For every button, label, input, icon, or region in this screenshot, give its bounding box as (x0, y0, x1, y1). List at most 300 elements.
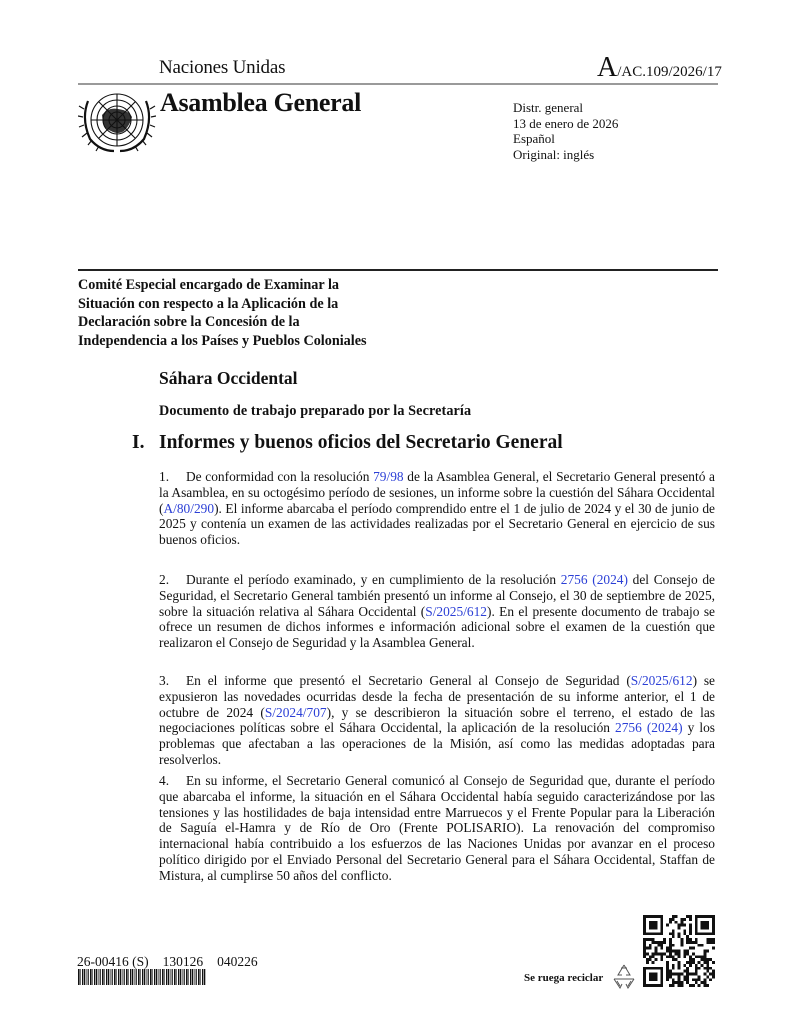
qr-module (666, 973, 669, 976)
qr-module (672, 932, 675, 935)
job-number: 26-00416 (S) (77, 954, 149, 969)
paragraph-text: ), y se describieron la situación sobre el terreno, el estado de las negociaciones políticas sobre el Sáhara Occidental, la aplicación de la resolución (159, 704, 715, 736)
qr-module (706, 941, 709, 944)
qr-module (680, 921, 683, 924)
qr-module (686, 938, 689, 941)
qr-module (709, 967, 712, 970)
barcode-bar (148, 969, 149, 985)
qr-module (698, 944, 701, 947)
barcode-bar (188, 969, 189, 985)
barcode-bar (87, 969, 88, 985)
paragraph-text: ) se expusieron las novedades ocurridas desde la fecha de presentación de su informe anterior, el 1 de octubre de 2024 ( (159, 673, 716, 720)
qr-module (695, 955, 698, 958)
qr-module (660, 958, 663, 961)
symbol-prefix: A (597, 52, 618, 83)
qr-module (692, 961, 695, 964)
qr-module (683, 978, 686, 981)
qr-module (660, 952, 663, 955)
qr-module (663, 952, 666, 955)
qr-module (669, 932, 672, 935)
qr-module (706, 967, 709, 970)
qr-module (689, 924, 692, 927)
qr-module (678, 955, 681, 958)
qr-module (698, 984, 701, 987)
qr-module (680, 924, 683, 927)
qr-module (683, 950, 686, 953)
qr-module (695, 981, 698, 984)
qr-module (643, 952, 646, 955)
barcode-bar (184, 969, 185, 985)
qr-module (692, 978, 695, 981)
qr-module (698, 961, 701, 964)
paragraph-text: y los problemas que afectaban a las operaciones de la Misión, así como las medidas adoptadas para resolverlos. (159, 720, 715, 767)
qr-module (669, 947, 672, 950)
qr-module (666, 967, 669, 970)
barcode-bar (168, 969, 170, 985)
document-subtitle: Documento de trabajo preparado por la Secretaría (159, 403, 472, 419)
qr-module (672, 918, 675, 921)
qr-module (672, 915, 675, 918)
qr-module (701, 964, 704, 967)
qr-module (686, 973, 689, 976)
symbol-rest: /AC.109/2026/17 (617, 64, 722, 80)
qr-module (666, 964, 669, 967)
barcode-bar (112, 969, 113, 985)
distribution-type: Distr. general (513, 100, 584, 115)
qr-module (712, 973, 715, 976)
qr-module (683, 932, 686, 935)
qr-module (686, 915, 689, 918)
document-date: 13 de enero de 2026 (513, 115, 619, 131)
qr-module (683, 929, 686, 932)
qr-module (675, 915, 678, 918)
qr-module (689, 938, 692, 941)
document-link[interactable]: A/80/290 (163, 500, 215, 516)
qr-module (709, 978, 712, 981)
qr-module (680, 981, 683, 984)
barcode-bar (154, 969, 155, 985)
qr-module (703, 984, 706, 987)
qr-module (675, 950, 678, 953)
qr-module (706, 975, 709, 978)
qr-module (686, 970, 689, 973)
qr-module (712, 961, 715, 964)
qr-module (695, 973, 698, 976)
barcode-bar (196, 969, 197, 985)
qr-module (686, 941, 689, 944)
committee-name (78, 276, 478, 350)
qr-module (703, 955, 706, 958)
qr-module (675, 921, 678, 924)
qr-module (652, 961, 655, 964)
barcode-bar (130, 969, 131, 985)
qr-module (649, 944, 652, 947)
barcode-bar (142, 969, 143, 985)
qr-module (683, 918, 686, 921)
barcode-bar (178, 969, 179, 985)
qr-module (709, 973, 712, 976)
qr-module (692, 958, 695, 961)
qr-module (669, 955, 672, 958)
qr-module (678, 967, 681, 970)
barcode-bar (160, 969, 161, 985)
barcode-bar (92, 969, 93, 985)
qr-module (657, 944, 660, 947)
qr-module (655, 950, 658, 953)
barcode-bar (99, 969, 100, 985)
document-link[interactable]: 79/98 (373, 469, 404, 484)
document-link[interactable]: S/2024/707 (264, 704, 327, 720)
qr-module (669, 944, 672, 947)
qr-module (706, 964, 709, 967)
paragraph (159, 773, 715, 884)
qr-module (706, 950, 709, 953)
barcode-bar (176, 969, 177, 985)
barcode-bar (102, 969, 104, 985)
qr-module (655, 947, 658, 950)
barcode-icon (78, 969, 208, 985)
qr-module (689, 961, 692, 964)
document-symbol (597, 52, 722, 84)
barcode-bar (192, 969, 194, 985)
qr-module (698, 967, 701, 970)
document-link[interactable]: 2756 (2024) (615, 720, 683, 736)
qr-module (703, 958, 706, 961)
paragraph-text: En el informe que presentó el Secretario General al Consejo de Seguridad ( (186, 673, 631, 688)
barcode-bar (156, 969, 158, 985)
qr-module (709, 938, 712, 941)
qr-module (672, 984, 675, 987)
qr-module (695, 964, 698, 967)
document-link[interactable]: S/2025/612 (425, 603, 488, 619)
barcode-bar (190, 969, 191, 985)
qr-module (698, 955, 701, 958)
qr-module (698, 978, 701, 981)
qr-module (701, 981, 704, 984)
qr-module (695, 978, 698, 981)
barcode-bar (126, 969, 128, 985)
qr-module (703, 952, 706, 955)
qr-module (672, 944, 675, 947)
qr-module (680, 944, 683, 947)
qr-module (680, 941, 683, 944)
barcode-bar (162, 969, 164, 985)
qr-module (678, 981, 681, 984)
paragraph-text: ). En el presente documento de trabajo se ofrece un resumen de dichos informes e información adicional sobre el examen de la cuestión que realizaron el Consejo de Seguridad y la Asamblea General. (159, 603, 715, 651)
barcode-bar (128, 969, 129, 985)
qr-module (706, 938, 709, 941)
paragraph-text: ). El informe abarcaba el período comprendido entre el 1 de julio de 2024 y el 30 de junio de 2025 y contenía un examen de las actividades realizadas por el Secretario General en ejercicio de sus buenos oficios. (159, 500, 715, 548)
qr-module (712, 947, 715, 950)
barcode-bar (114, 969, 116, 985)
document-link[interactable]: S/2025/612 (630, 673, 693, 688)
barcode-bar (186, 969, 188, 985)
qr-module (689, 915, 692, 918)
paragraph (159, 572, 715, 651)
qr-module (660, 955, 663, 958)
recycle-text: Se ruega reciclar (524, 972, 604, 984)
qr-module (672, 935, 675, 938)
qr-module (689, 947, 692, 950)
qr-module (649, 947, 652, 950)
qr-module (678, 984, 681, 987)
committee-rule (78, 269, 718, 271)
qr-module (712, 970, 715, 973)
qr-module (669, 921, 672, 924)
barcode-bar (159, 969, 160, 985)
qr-module (678, 975, 681, 978)
qr-module (666, 975, 669, 978)
qr-module (689, 958, 692, 961)
qr-module (703, 961, 706, 964)
committee-line: Comité Especial encargado de Examinar la (78, 277, 340, 293)
qr-module (678, 952, 681, 955)
qr-module (652, 938, 655, 941)
qr-module (675, 952, 678, 955)
qr-module (643, 944, 646, 947)
qr-module (680, 938, 683, 941)
qr-module (683, 970, 686, 973)
qr-module (646, 938, 649, 941)
qr-module (692, 952, 695, 955)
qr-module (669, 918, 672, 921)
qr-module (680, 973, 683, 976)
qr-module (649, 955, 652, 958)
qr-module (672, 958, 675, 961)
committee-line: Situación con respecto a la Aplicación de la (78, 295, 339, 312)
barcode-bar (198, 969, 200, 985)
qr-module (703, 973, 706, 976)
barcode-bar (116, 969, 117, 985)
header-rule (78, 83, 718, 85)
qr-module (678, 924, 681, 927)
date-code-1: 130126 (162, 954, 204, 969)
qr-module (686, 950, 689, 953)
qr-module (692, 984, 695, 987)
qr-module (683, 952, 686, 955)
qr-module (689, 973, 692, 976)
qr-module (649, 958, 652, 961)
qr-module (649, 921, 658, 930)
qr-module (666, 970, 669, 973)
qr-module (706, 970, 709, 973)
qr-module (695, 938, 698, 941)
qr-module (689, 955, 692, 958)
paragraph-number: 2. (159, 572, 170, 587)
barcode-bar (202, 969, 203, 985)
qr-module (689, 918, 692, 921)
qr-module (680, 984, 683, 987)
qr-module (680, 918, 683, 921)
qr-module (692, 973, 695, 976)
qr-module (675, 973, 678, 976)
committee-line: Independencia a los Países y Pueblos Coloniales (78, 332, 367, 349)
barcode-bar (84, 969, 86, 985)
barcode-bar (104, 969, 105, 985)
qr-module (686, 935, 689, 938)
qr-module (678, 964, 681, 967)
qr-module (692, 941, 695, 944)
qr-module (678, 961, 681, 964)
qr-module (689, 929, 692, 932)
job-number-line (77, 954, 272, 970)
barcode-bar (144, 969, 146, 985)
qr-module (663, 941, 666, 944)
paragraph (159, 469, 715, 548)
qr-code-icon (643, 915, 715, 987)
qr-module (669, 938, 672, 941)
qr-module (666, 947, 669, 950)
barcode-bar (132, 969, 134, 985)
barcode-bar (78, 969, 80, 985)
qr-module (686, 981, 689, 984)
barcode-bar (88, 969, 89, 985)
qr-module (669, 970, 672, 973)
qr-module (678, 973, 681, 976)
qr-module (695, 941, 698, 944)
barcode-bar (94, 969, 95, 985)
qr-module (652, 955, 655, 958)
qr-module (701, 958, 704, 961)
qr-module (652, 952, 655, 955)
qr-module (706, 958, 709, 961)
barcode-bar (138, 969, 140, 985)
qr-module (698, 975, 701, 978)
barcode-bar (96, 969, 98, 985)
paragraph-number: 4. (159, 773, 170, 788)
qr-module (686, 952, 689, 955)
barcode-bar (147, 969, 148, 985)
section-number: I. (132, 432, 145, 453)
barcode-bar (108, 969, 110, 985)
qr-module (689, 984, 692, 987)
barcode-bar (136, 969, 137, 985)
qr-module (695, 967, 698, 970)
qr-module (701, 955, 704, 958)
qr-module (666, 961, 669, 964)
qr-module (672, 955, 675, 958)
qr-module (683, 975, 686, 978)
qr-module (660, 944, 663, 947)
qr-module (703, 978, 706, 981)
barcode-bar (150, 969, 152, 985)
qr-module (646, 952, 649, 955)
qr-module (657, 952, 660, 955)
qr-module (666, 955, 669, 958)
qr-module (683, 955, 686, 958)
qr-module (689, 941, 692, 944)
qr-module (689, 932, 692, 935)
qr-module (703, 967, 706, 970)
qr-module (683, 964, 686, 967)
paragraph-text: del Consejo de Seguridad, el Secretario General también presentó un informe al Consejo, el 30 de septiembre de 2025, sobre la situación relativa al Sáhara Occidental ( (159, 572, 715, 619)
qr-module (689, 927, 692, 930)
qr-module (655, 958, 658, 961)
qr-module (712, 941, 715, 944)
qr-module (669, 973, 672, 976)
qr-module (649, 973, 658, 982)
section-heading (132, 432, 563, 454)
barcode-bar (80, 969, 81, 985)
qr-module (709, 958, 712, 961)
qr-module (686, 978, 689, 981)
barcode-bar (152, 969, 153, 985)
qr-module (678, 978, 681, 981)
barcode-bar (82, 969, 83, 985)
qr-module (692, 947, 695, 950)
qr-module (678, 935, 681, 938)
barcode-bar (183, 969, 184, 985)
barcode-bar (164, 969, 165, 985)
qr-module (646, 947, 649, 950)
paragraph-number: 1. (159, 469, 170, 484)
date-code-2: 040226 (217, 954, 258, 969)
qr-module (666, 924, 669, 927)
barcode-bar (135, 969, 136, 985)
qr-module (646, 958, 649, 961)
qr-module (675, 958, 678, 961)
barcode-bar (140, 969, 141, 985)
paragraph-text: Durante el período examinado, y en cumplimiento de la resolución (186, 572, 561, 587)
barcode-bar (174, 969, 176, 985)
un-emblem-icon (78, 89, 156, 155)
paragraph-text: de la Asamblea General, el Secretario General presentó a la Asamblea, en su octogésimo período de sesiones, un informe sobre la cuestión del Sáhara Occidental ( (159, 469, 715, 516)
qr-module (678, 927, 681, 930)
qr-module (703, 950, 706, 953)
qr-module (660, 947, 663, 950)
qr-module (669, 952, 672, 955)
qr-module (672, 978, 675, 981)
qr-module (701, 921, 710, 930)
document-link[interactable]: 2756 (2024) (560, 572, 628, 587)
qr-module (672, 981, 675, 984)
qr-module (672, 929, 675, 932)
barcode-bar (166, 969, 167, 985)
organ-title: Asamblea General (160, 88, 362, 117)
qr-module (678, 950, 681, 953)
qr-module (657, 941, 660, 944)
qr-module (695, 970, 698, 973)
paragraph-text: De conformidad con la resolución (186, 469, 374, 484)
distribution-block (513, 100, 618, 162)
qr-module (683, 924, 686, 927)
recycle-icon (611, 963, 637, 989)
qr-module (689, 964, 692, 967)
qr-module (643, 938, 646, 941)
barcode-bar (124, 969, 125, 985)
section-title: Informes y buenos oficios del Secretario General (159, 432, 563, 453)
qr-module (712, 975, 715, 978)
qr-module (709, 941, 712, 944)
qr-module (660, 941, 663, 944)
paragraph-number: 3. (159, 673, 170, 688)
barcode-bar (118, 969, 119, 985)
qr-module (686, 961, 689, 964)
barcode-bar (200, 969, 201, 985)
qr-module (669, 975, 672, 978)
qr-module (643, 947, 646, 950)
qr-module (643, 950, 646, 953)
qr-module (663, 938, 666, 941)
qr-module (706, 961, 709, 964)
qr-module (666, 950, 669, 953)
barcode-bar (123, 969, 124, 985)
barcode-bar (106, 969, 107, 985)
barcode-bar (172, 969, 173, 985)
document-language: Español (513, 131, 555, 146)
qr-module (672, 967, 675, 970)
qr-module (672, 964, 675, 967)
